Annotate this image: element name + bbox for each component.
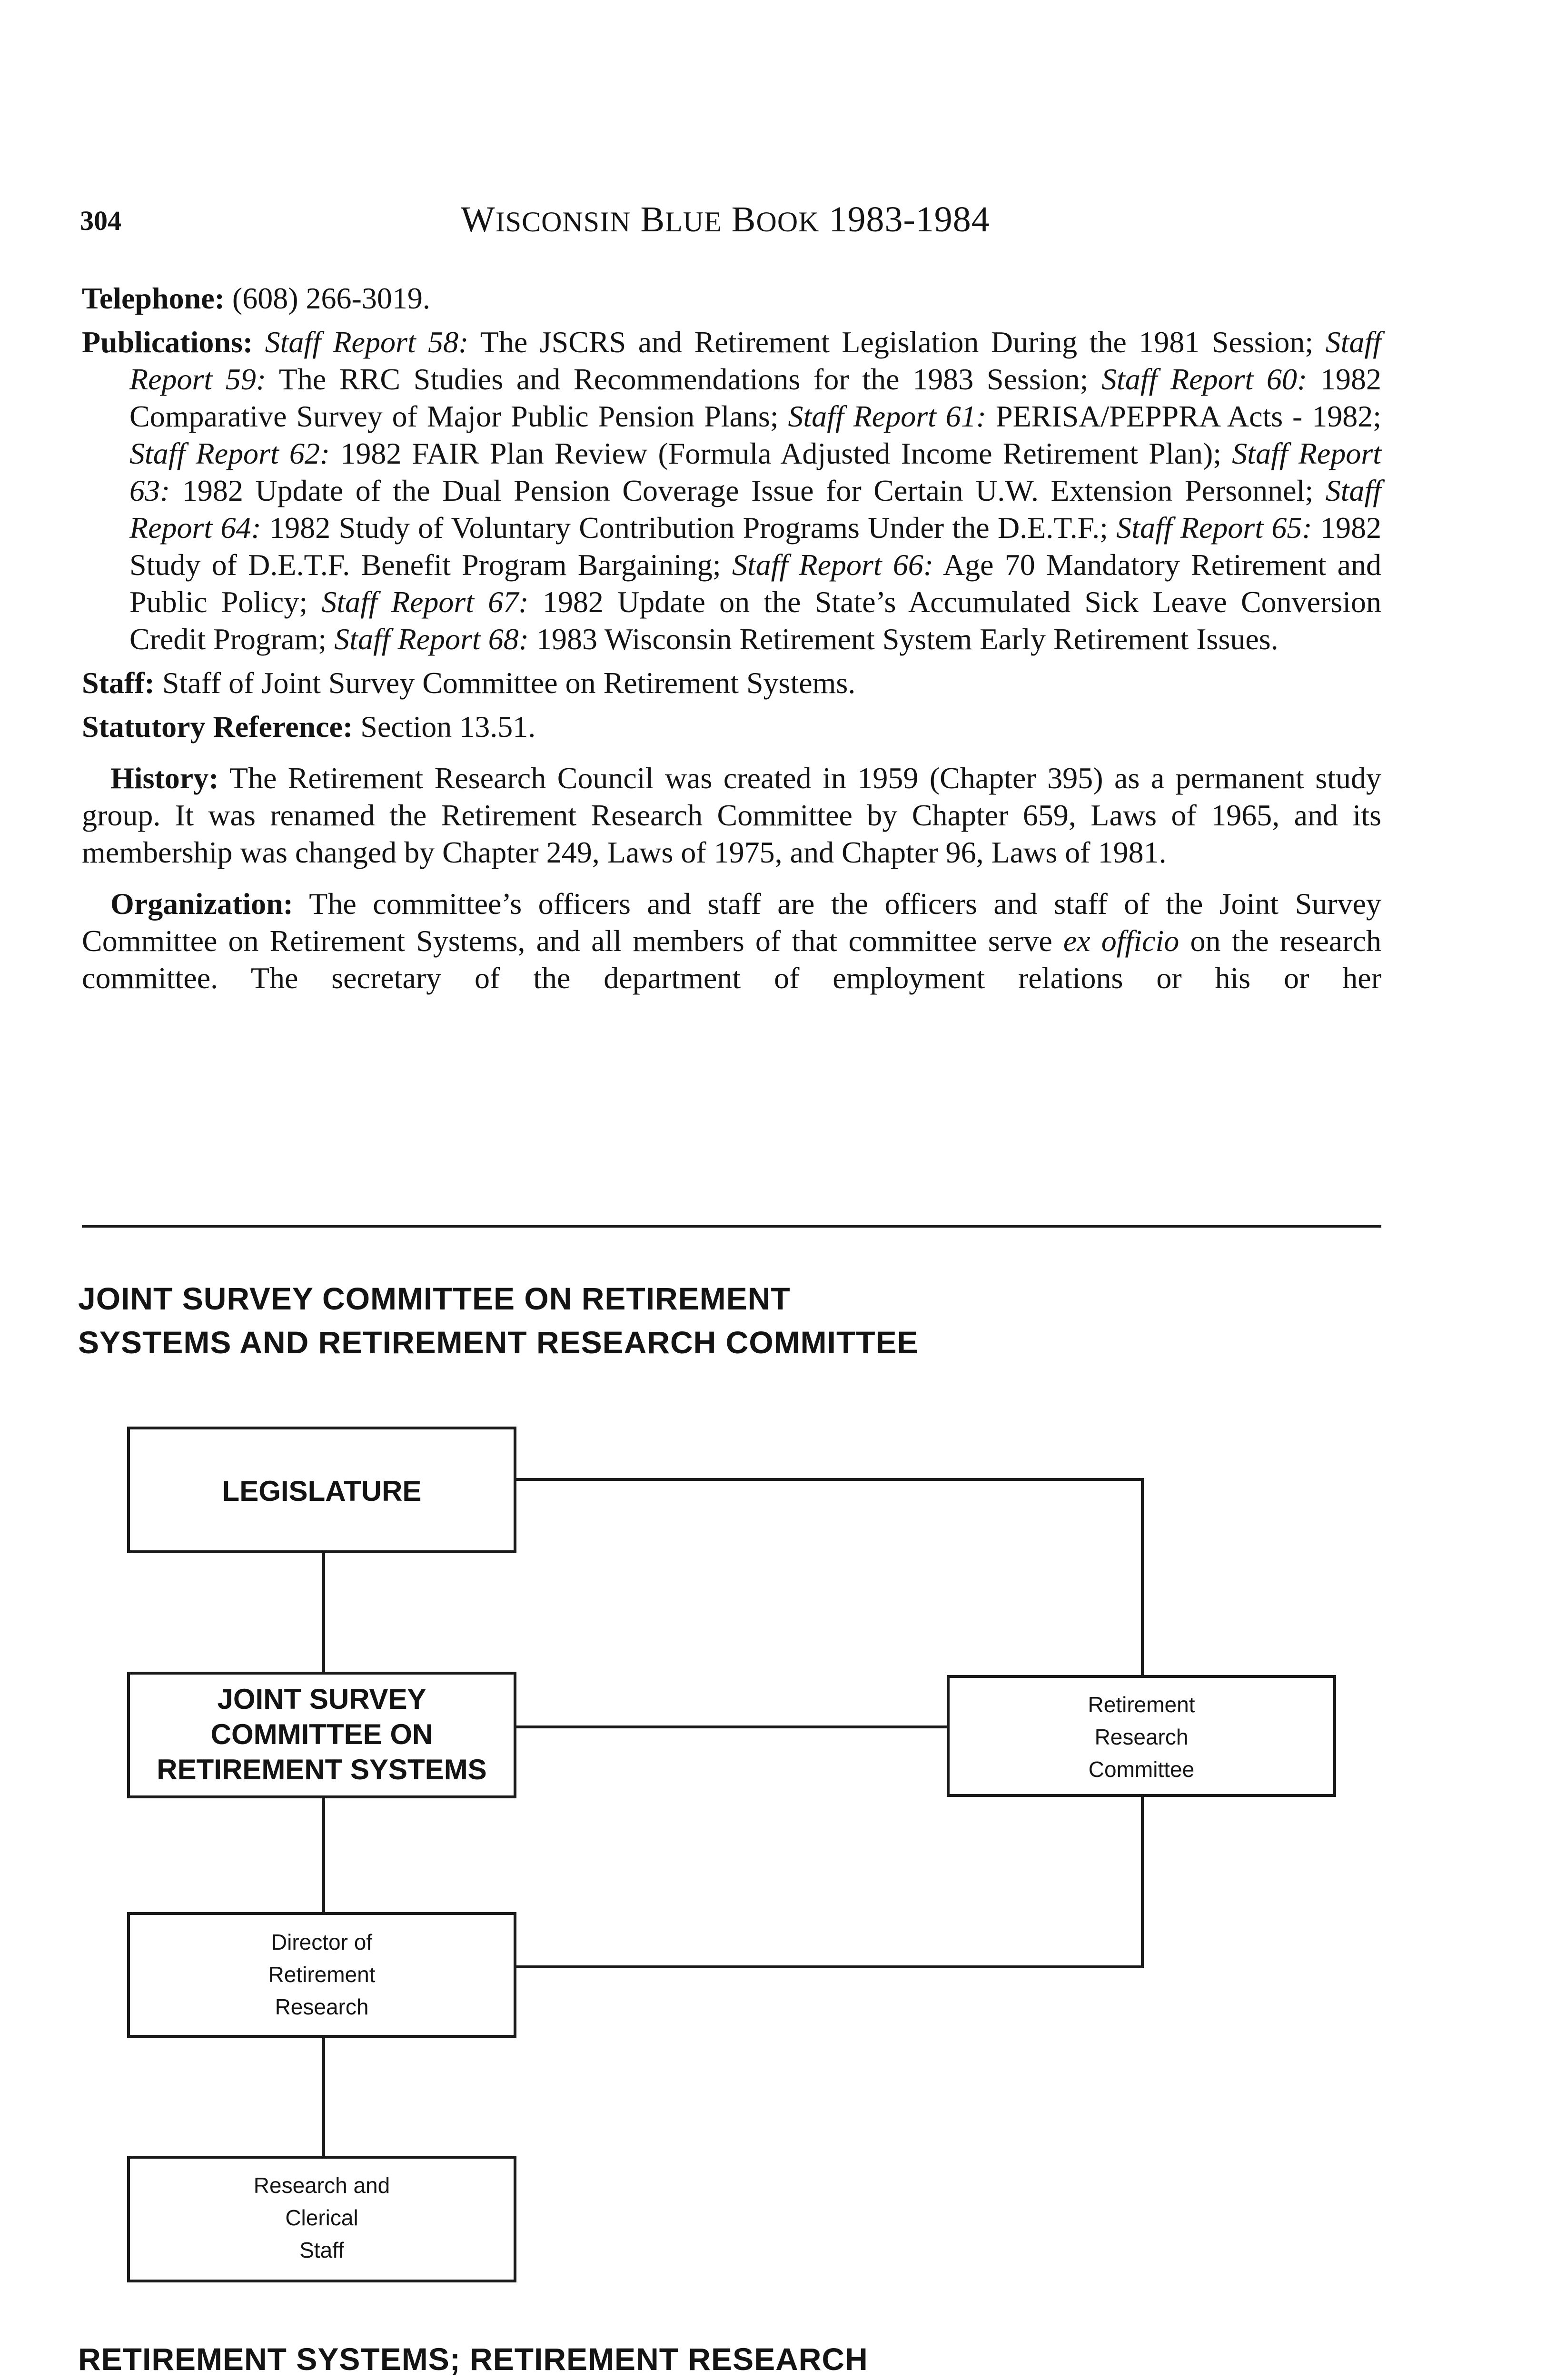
publication-item: Staff Report 59: The RRC Studies and Recommendations for the 1983 Session; bbox=[129, 325, 1382, 396]
publication-item: Staff Report 65: 1982 Study of D.E.T.F. Benefit Program Bargaining; bbox=[129, 511, 1382, 582]
publication-item: Staff Report 64: 1982 Study of Voluntary Contribution Programs Under the D.E.T.F.; bbox=[129, 474, 1382, 545]
section-footer: RETIREMENT SYSTEMS; RETIREMENT RESEARCH bbox=[78, 2341, 868, 2377]
paragraph-label: History: bbox=[110, 761, 219, 795]
org-chart-title-line: SYSTEMS AND RETIREMENT RESEARCH COMMITTEE bbox=[78, 1325, 919, 1360]
box-label: Research bbox=[1094, 1725, 1189, 1749]
publication-item: Staff Report 68: 1983 Wisconsin Retirement System Early Retirement Issues. bbox=[334, 622, 1278, 656]
box-label: JOINT SURVEY bbox=[217, 1683, 426, 1715]
running-head-initial: W bbox=[461, 199, 496, 239]
publication-item: Staff Report 60: 1982 Comparative Survey of Major Public Pension Plans; bbox=[129, 362, 1381, 433]
publication-item: Staff Report 67: 1982 Update on the State’s Accumulated Sick Leave Conversion Credit Program; bbox=[129, 585, 1382, 656]
box-label: Research bbox=[275, 1994, 369, 2019]
connector-line bbox=[515, 1795, 1142, 1967]
running-head-smallcaps: ISCONSIN bbox=[495, 206, 631, 238]
publication-item: Staff Report 63: 1982 Update of the Dual Pension Coverage Issue for Certain U.W. Extension Personnel; bbox=[129, 436, 1382, 507]
box-label: Retirement bbox=[1088, 1692, 1195, 1717]
box-label: Committee bbox=[1088, 1757, 1195, 1782]
publication-item: Staff Report 58: The JSCRS and Retirement Legislation During the 1981 Session; bbox=[265, 325, 1314, 359]
box-label: LEGISLATURE bbox=[222, 1475, 422, 1507]
paragraph-text: on the research committee. The secretary of the department of employment relations or his or her bbox=[82, 924, 1382, 995]
paragraph-label: Organization: bbox=[110, 887, 293, 921]
box-label: Clerical bbox=[285, 2205, 358, 2230]
publication-item: Staff Report 62: 1982 FAIR Plan Review (Formula Adjusted Income Retirement Plan); bbox=[129, 436, 1222, 470]
page-number: 304 bbox=[80, 205, 121, 236]
publication-item: Staff Report 66: Age 70 Mandatory Retirement and Public Policy; bbox=[129, 548, 1382, 619]
entry-label: Staff: bbox=[82, 666, 155, 700]
running-head-initial: B bbox=[640, 199, 665, 239]
entry-value: (608) 266-3019. bbox=[232, 281, 430, 315]
connector-line bbox=[515, 1479, 1142, 1676]
entry-value: Staff of Joint Survey Committee on Retirement Systems. bbox=[162, 666, 856, 700]
running-head-years: 1983-1984 bbox=[829, 199, 990, 239]
box-label: COMMITTEE ON bbox=[210, 1718, 433, 1750]
paragraph-italic: ex officio bbox=[1063, 924, 1179, 958]
box-label: Staff bbox=[299, 2238, 344, 2262]
paragraph-text: The Retirement Research Council was created in 1959 (Chapter 395) as a permanent study group. It was renamed the Retirement Research Committee by Chapter 659, Laws of 1965, and its membership was changed by Chapter 249, Laws of 1975, and Chapter 96, Laws of 1981. bbox=[82, 761, 1382, 869]
box-label: Research and bbox=[253, 2173, 390, 2198]
running-head-smallcaps: LUE bbox=[665, 206, 722, 238]
org-chart-title-line: JOINT SURVEY COMMITTEE ON RETIREMENT bbox=[78, 1281, 791, 1316]
entry-label: Statutory Reference: bbox=[82, 710, 353, 744]
box-label: RETIREMENT SYSTEMS bbox=[157, 1754, 487, 1785]
entry-label: Publications: bbox=[82, 325, 253, 359]
entry-label: Telephone: bbox=[82, 281, 225, 315]
paragraph-text: The committee’s officers and staff are the officers and staff of the Joint Survey Committee on Retirement Systems, and all members of that committee serve bbox=[82, 887, 1381, 958]
running-head-smallcaps: OOK bbox=[756, 206, 820, 238]
box-label: Director of bbox=[271, 1930, 373, 1954]
running-head-initial: B bbox=[731, 199, 756, 239]
box-label: Retirement bbox=[268, 1962, 376, 1987]
publication-item: Staff Report 61: PERISA/PEPPRA Acts - 1982; bbox=[788, 399, 1382, 433]
entry-value: Section 13.51. bbox=[360, 710, 536, 744]
